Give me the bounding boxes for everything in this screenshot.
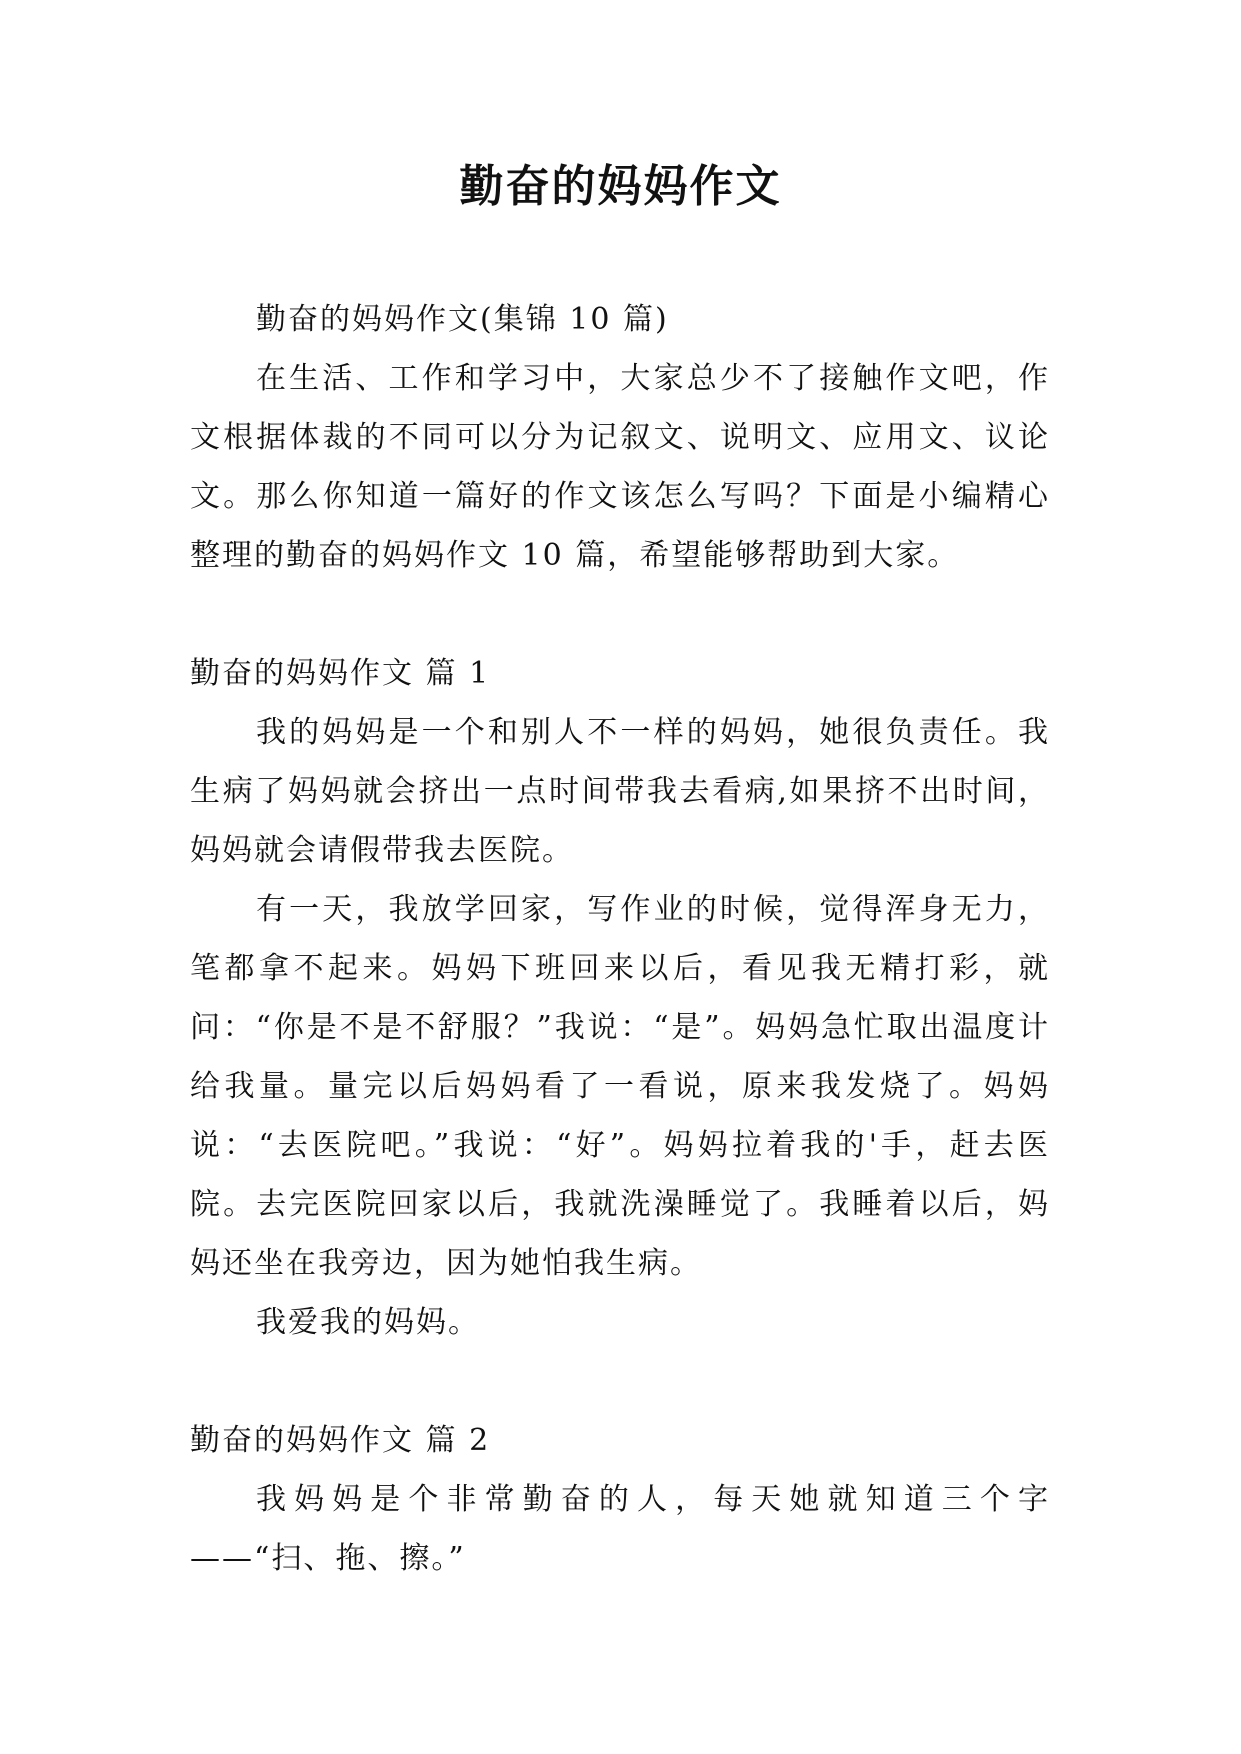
section-1-paragraph-3: 我爱我的妈妈。 bbox=[256, 1305, 480, 1340]
document-subtitle: 勤奋的妈妈作文(集锦 10 篇) bbox=[256, 302, 669, 337]
section-2-paragraph-1: 我妈妈是个非常勤奋的人，每天她就知道三个字——“扫、拖、擦。” bbox=[190, 1482, 1050, 1576]
section-1-paragraph-1: 我的妈妈是一个和别人不一样的妈妈，她很负责任。我生病了妈妈就会挤出一点时间带我去看病,如果挤不出时间，妈妈就会请假带我去医院。 bbox=[190, 715, 1050, 868]
intro-paragraph: 在生活、工作和学习中，大家总少不了接触作文吧，作文根据体裁的不同可以分为记叙文、说明文、应用文、议论文。那么你知道一篇好的作文该怎么写吗？下面是小编精心整理的勤奋的妈妈作文 10 篇，希望能够帮助到大家。 bbox=[190, 361, 1050, 573]
document-body bbox=[190, 290, 1050, 1588]
section-heading-1: 勤奋的妈妈作文 篇 1 bbox=[190, 656, 491, 691]
document-title: 勤奋的妈妈作文 bbox=[459, 161, 782, 212]
section-heading-2: 勤奋的妈妈作文 篇 2 bbox=[190, 1423, 491, 1458]
section-1-paragraph-2: 有一天，我放学回家，写作业的时候，觉得浑身无力，笔都拿不起来。妈妈下班回来以后，看见我无精打彩，就问：“你是不是不舒服？”我说：“是”。妈妈急忙取出温度计给我量。量完以后妈妈看了一看说，原来我发烧了。妈妈说：“去医院吧。”我说：“好”。妈妈拉着我的'手，赶去医院。去完医院回家以后，我就洗澡睡觉了。我睡着以后，妈妈还坐在我旁边，因为她怕我生病。 bbox=[190, 892, 1050, 1281]
